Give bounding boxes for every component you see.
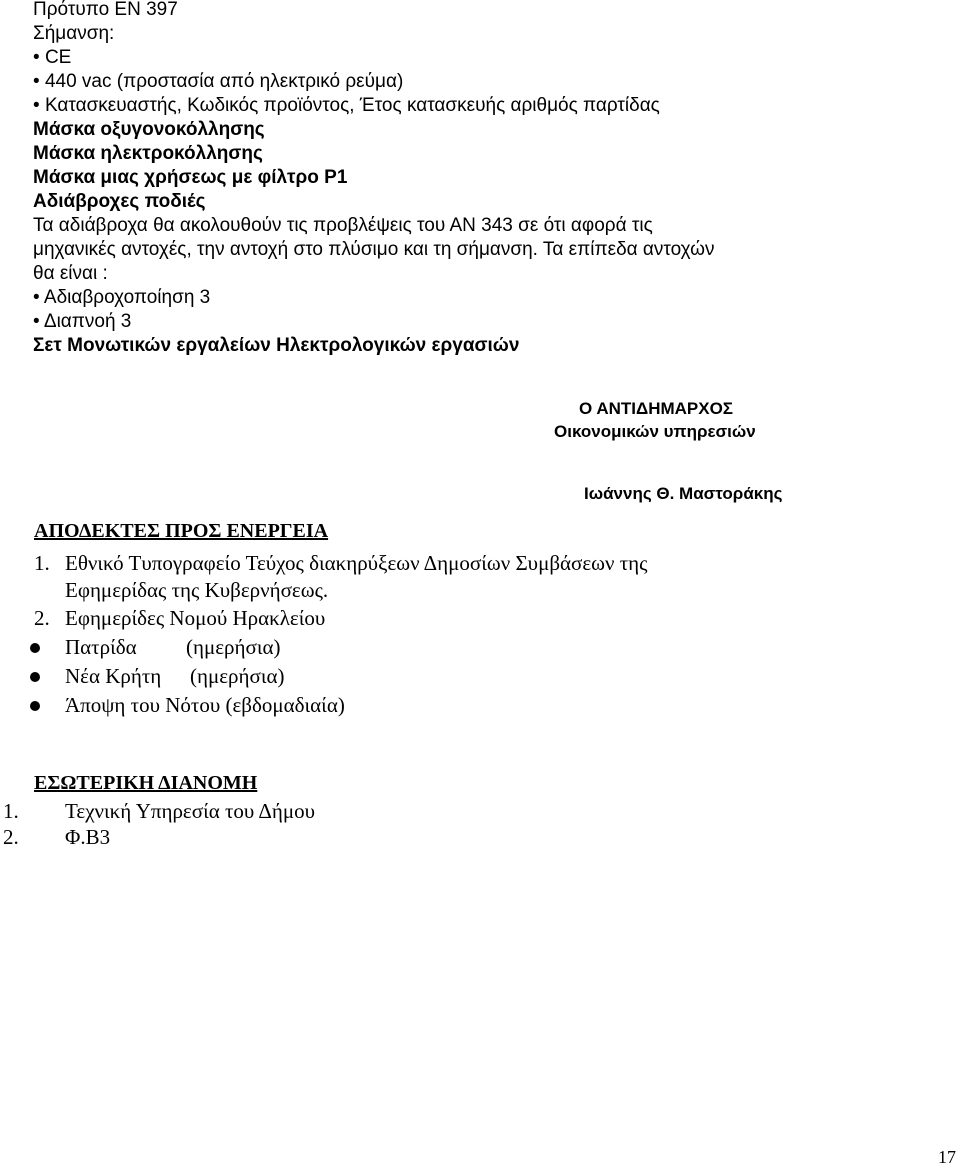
recipient-line: Εθνικό Τυπογραφείο Τεύχος διακηρύξεων Δημοσίων Συμβάσεων της: [65, 551, 648, 575]
marking-bullet-text: Κατασκευαστής, Κωδικός προϊόντος, Έτος κατασκευής αριθμός παρτίδας: [44, 95, 660, 116]
item-heading: Αδιάβροχες ποδιές: [33, 191, 206, 212]
item-heading: Μάσκα οξυγονοκόλλησης: [33, 119, 265, 140]
bullet-dot: [30, 672, 40, 682]
level-bullet: • Αδιαβροχοποίηση 3: [33, 287, 211, 308]
marking-bullet: • 440 vac (προστασία από ηλεκτρικό ρεύμα): [33, 71, 404, 92]
internal-item: Τεχνική Υπηρεσία του Δήμου: [65, 799, 316, 823]
level-bullet-text: Αδιαβροχοποίηση 3: [43, 287, 211, 308]
newspaper-name: Νέα Κρήτη: [65, 664, 162, 688]
paragraph-line: Τα αδιάβροχα θα ακολουθούν τις προβλέψεις του ΑΝ 343 σε ότι αφορά τις: [33, 215, 653, 236]
internal-heading: ΕΣΩΤΕΡΙΚΗ ΔΙΑΝΟΜΗ: [34, 772, 258, 794]
recipient-line: Εφημερίδας της Κυβερνήσεως.: [65, 578, 329, 602]
level-bullet: • Διαπνοή 3: [33, 311, 132, 332]
level-bullet-text: Διαπνοή 3: [43, 311, 132, 332]
item-heading: Μάσκα μιας χρήσεως με φίλτρο Ρ1: [33, 167, 348, 188]
newspaper-frequency: (ημερήσια): [190, 664, 285, 688]
recipient-line: Εφημερίδες Νομού Ηρακλείου: [65, 606, 326, 630]
page-number: 17: [938, 1147, 956, 1167]
item-heading: Μάσκα ηλεκτροκόλλησης: [33, 143, 263, 164]
marking-label: Σήμανση:: [33, 23, 115, 44]
item-heading: Σετ Μονωτικών εργαλείων Ηλεκτρολογικών εργασιών: [33, 335, 520, 356]
marking-bullet: • Κατασκευαστής, Κωδικός προϊόντος, Έτος κατασκευής αριθμός παρτίδας: [33, 95, 660, 116]
paragraph-line: θα είναι :: [33, 263, 108, 284]
standard-line: Πρότυπο ΕΝ 397: [33, 0, 178, 20]
bullet-dot: [30, 701, 40, 711]
internal-item: Φ.Β3: [65, 825, 111, 849]
marking-bullet-text: 440 vac (προστασία από ηλεκτρικό ρεύμα): [44, 71, 404, 92]
signature-title: Ο ΑΝΤΙΔΗΜΑΡΧΟΣ: [579, 399, 734, 418]
bullet-dot: [30, 643, 40, 653]
marking-bullet-text: CE: [44, 47, 72, 68]
newspaper-name: Άποψη του Νότου (εβδομαδιαία): [65, 693, 345, 717]
newspaper-frequency: (ημερήσια): [186, 635, 281, 659]
recipient-number: 1.: [34, 551, 50, 575]
internal-number: 1.: [3, 799, 19, 823]
marking-bullet: • CE: [33, 47, 72, 68]
recipients-heading: ΑΠΟΔΕΚΤΕΣ ΠΡΟΣ ΕΝΕΡΓΕΙΑ: [34, 520, 329, 542]
signature-name: Ιωάννης Θ. Μαστοράκης: [584, 484, 783, 503]
paragraph-line: μηχανικές αντοχές, την αντοχή στο πλύσιμο και τη σήμανση. Τα επίπεδα αντοχών: [33, 239, 715, 260]
recipient-number: 2.: [34, 606, 50, 630]
internal-number: 2.: [3, 825, 19, 849]
newspaper-name: Πατρίδα: [65, 635, 137, 659]
signature-department: Οικονομικών υπηρεσιών: [554, 422, 756, 441]
